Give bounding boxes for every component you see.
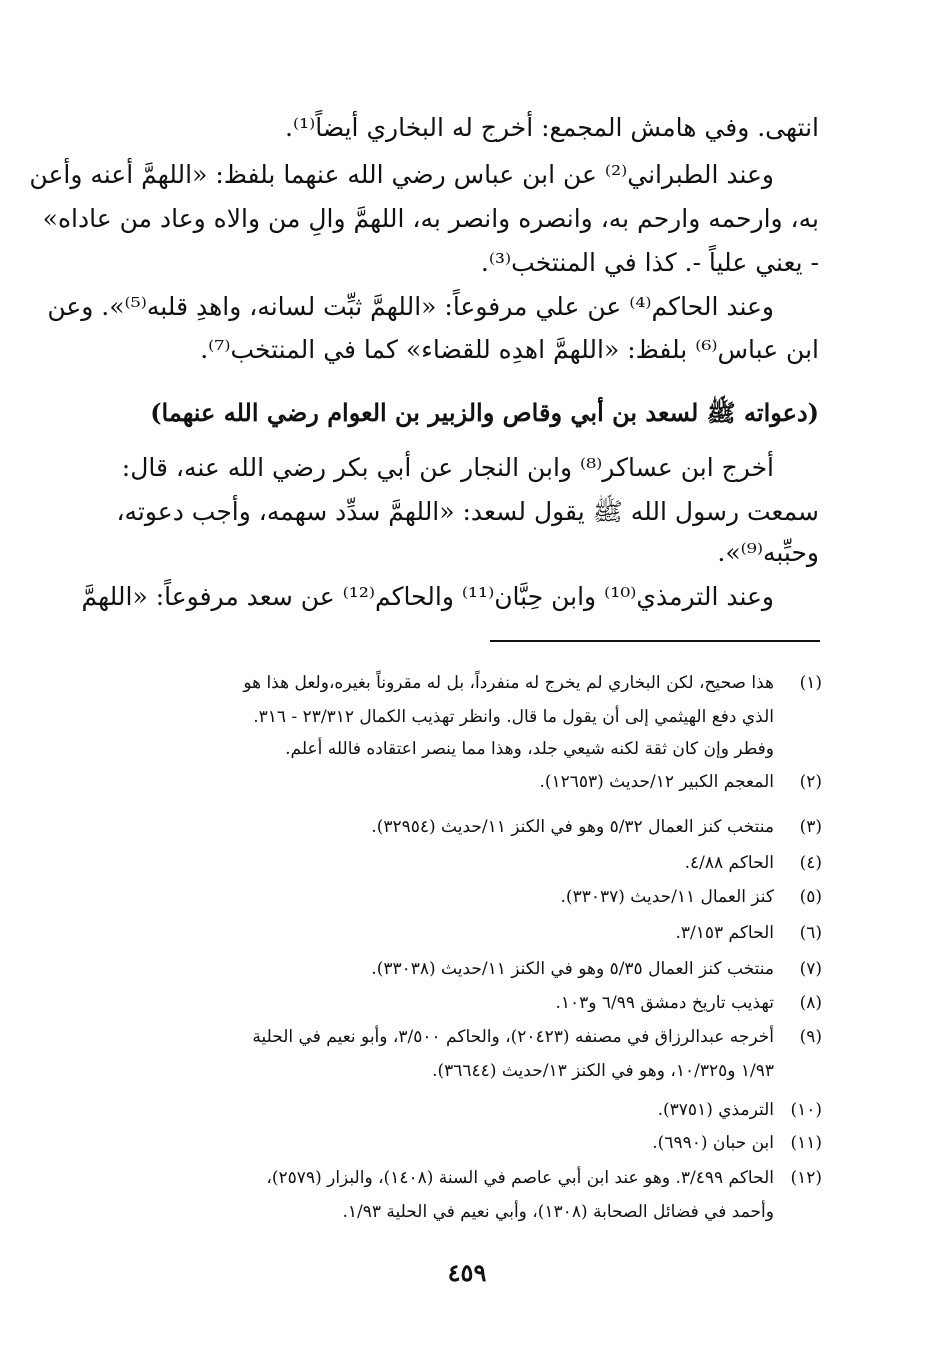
footnote-number: (٣): [799, 817, 822, 837]
footnote-line: الذي دفع الهيثمي إلى أن يقول ما قال. وانظر تهذيب الكمال ٢٣/٣١٢ - ٣١٦.: [253, 707, 774, 727]
footnote-line: الحاكم ٣/٤٩٩. وهو عند ابن أبي عاصم في السنة (١٤٠٨)، والبزار (٢٥٧٩)،: [266, 1168, 774, 1188]
footnote-number: (١١): [790, 1133, 822, 1153]
text-line: أخرج ابن عساكر⁽⁸⁾ وابن النجار عن أبي بكر رضي الله عنه، قال:: [121, 453, 774, 482]
footnote-line: الترمذي (٣٧٥١).: [657, 1100, 774, 1120]
text-line: وعند الطبراني⁽²⁾ عن ابن عباس رضي الله عنهما بلفظ: «اللهمَّ أعنه وأعن: [29, 160, 774, 189]
text-line: انتهى. وفي هامش المجمع: أخرج له البخاري أيضاً⁽¹⁾.: [285, 113, 819, 142]
footnote-number: (٧): [799, 959, 822, 979]
text-line: سمعت رسول الله ﷺ يقول لسعد: «اللهمَّ سدِّد سهمه، وأجب دعوته،: [116, 497, 819, 526]
footnote-line: منتخب كنز العمال ٥/٣٢ وهو في الكنز ١١/حديث (٣٢٩٥٤).: [371, 817, 774, 837]
footnote-number: (٥): [799, 887, 822, 907]
footnote-line: ابن حبان (٦٩٩٠).: [652, 1133, 774, 1153]
text-line: - يعني علياً -. كذا في المنتخب⁽³⁾.: [480, 248, 819, 277]
text-line: وعند الحاكم⁽⁴⁾ عن علي مرفوعاً: «اللهمَّ ثبِّت لسانه، واهدِ قلبه⁽⁵⁾». وعن: [47, 292, 774, 321]
footnote-line: ١/٩٣ و١٠/٣٢٥، وهو في الكنز ١٣/حديث (٣٦٦٤٤).: [432, 1061, 774, 1081]
footnote-number: (١٢): [790, 1168, 822, 1188]
footnote-line: الحاكم ٤/٨٨.: [684, 853, 774, 873]
footnote-number: (٨): [799, 993, 822, 1013]
footnote-number: (١٠): [790, 1100, 822, 1120]
page-number: ٤٥٩: [447, 1258, 487, 1287]
footnote-line: كنز العمال ١١/حديث (٣٣٠٣٧).: [560, 887, 774, 907]
section-heading: (دعواته ﷺ لسعد بن أبي وقاص والزبير بن العوام رضي الله عنهما): [150, 398, 819, 427]
footnote-line: هذا صحيح، لكن البخاري لم يخرج له منفرداً، بل له مقروناً بغيره،ولعل هذا هو: [243, 673, 774, 693]
footnote-number: (٩): [799, 1027, 822, 1047]
text-line: وعند الترمذي⁽¹⁰⁾ وابن حِبَّان⁽¹¹⁾ والحاكم⁽¹²⁾ عن سعد مرفوعاً: «اللهمَّ: [81, 582, 774, 611]
footnote-line: الحاكم ٣/١٥٣.: [675, 923, 774, 943]
footnote-line: المعجم الكبير ١٢/حديث (١٢٦٥٣).: [539, 772, 774, 792]
footnote-number: (٢): [799, 772, 822, 792]
footnote-number: (٦): [799, 923, 822, 943]
text-line: ابن عباس⁽⁶⁾ بلفظ: «اللهمَّ اهدِه للقضاء» كما في المنتخب⁽⁷⁾.: [200, 335, 819, 364]
footnote-line: منتخب كنز العمال ٥/٣٥ وهو في الكنز ١١/حديث (٣٣٠٣٨).: [371, 959, 774, 979]
footnote-line: تهذيب تاريخ دمشق ٦/٩٩ و١٠٣.: [555, 993, 774, 1013]
footnote-divider: [490, 640, 820, 642]
text-line: به، وارحمه وارحم به، وانصره وانصر به، اللهمَّ والِ من والاه وعاد من عاداه»: [42, 204, 819, 233]
footnote-line: أخرجه عبدالرزاق في مصنفه (٢٠٤٢٣)، والحاكم ٣/٥٠٠، وأبو نعيم في الحلية: [252, 1027, 774, 1047]
footnote-line: وفطر وإن كان ثقة لكنه شيعي جلد، وهذا مما ينصر اعتقاده فالله أعلم.: [285, 739, 774, 759]
footnote-number: (١): [799, 673, 822, 693]
footnote-number: (٤): [799, 853, 822, 873]
footnote-line: وأحمد في فضائل الصحابة (١٣٠٨)، وأبي نعيم في الحلية ١/٩٣.: [342, 1202, 774, 1222]
text-line: وحبِّبه⁽⁹⁾».: [717, 538, 819, 567]
